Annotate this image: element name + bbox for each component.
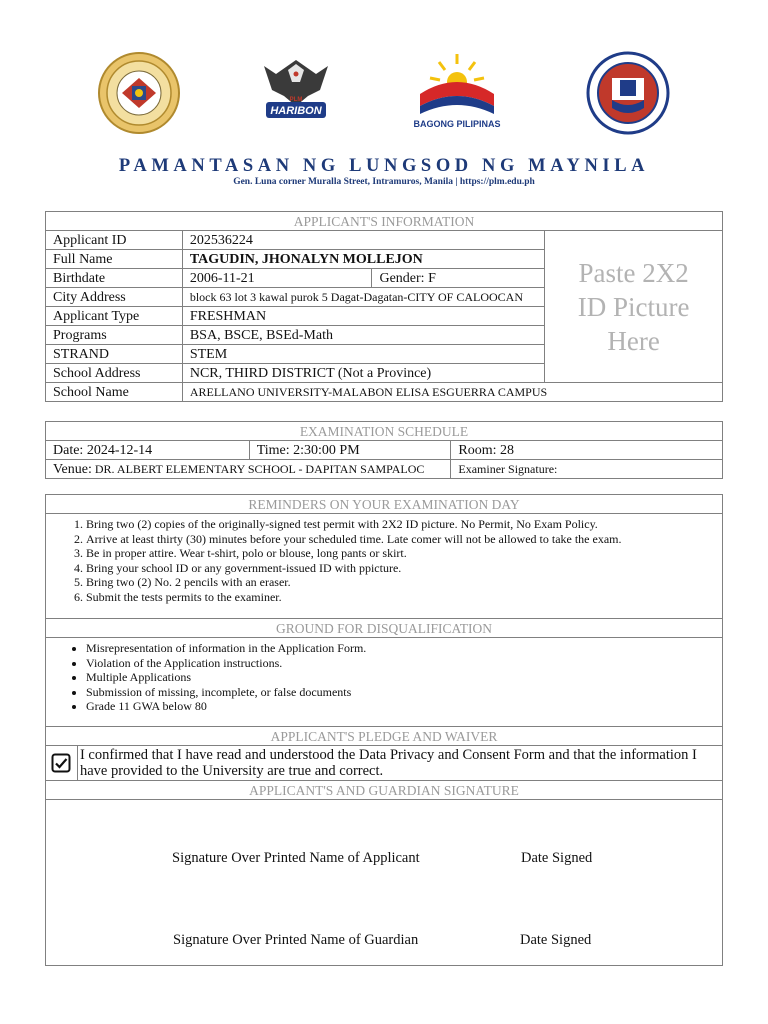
- haribon-text: HARIBON: [270, 105, 322, 117]
- photo-line-2: ID Picture: [577, 291, 690, 322]
- plm-seal-logo: [96, 50, 182, 136]
- plm-haribon-logo: [258, 56, 334, 124]
- reminder-item: 6. Submit the tests permits to the examiner.: [86, 590, 722, 605]
- disqualification-item: • Submission of missing, incomplete, or false documents: [86, 685, 722, 700]
- disqualification-item: • Violation of the Application instructions.: [86, 656, 722, 671]
- exam-schedule-heading: EXAMINATION SCHEDULE: [46, 422, 723, 441]
- exam-time-label: Time:: [256, 442, 290, 458]
- photo-placeholder: [545, 231, 723, 383]
- applicant-type-value: FRESHMAN: [182, 307, 544, 326]
- venue-cell: [46, 460, 451, 479]
- disqualification-item: • Misrepresentation of information in the Application Form.: [86, 641, 722, 656]
- guardian-date-signed-label: Date Signed: [520, 932, 592, 948]
- disqualification-heading: GROUND FOR DISQUALIFICATION: [46, 619, 723, 638]
- exam-reminders-table: [45, 494, 723, 966]
- reminder-item: 4. Bring your school ID or any government-issued ID with ppicture.: [86, 561, 722, 576]
- applicant-id-value: 202536224: [182, 231, 544, 250]
- exam-date-label: Date:: [53, 442, 84, 458]
- venue-value: DR. ALBERT ELEMENTARY SCHOOL - DAPITAN SAMPALOC: [94, 461, 425, 476]
- reminder-item: 5. Bring two (2) No. 2 pencils with an eraser.: [86, 575, 722, 590]
- applicant-type-label: Applicant Type: [46, 307, 183, 326]
- disqualification-list-cell: [46, 638, 723, 727]
- birthdate-value: 2006-11-21: [182, 269, 372, 288]
- applicant-signature-label: Signature Over Printed Name of Applicant: [172, 850, 420, 866]
- full-name-value: TAGUDIN, JHONALYN MOLLEJON: [182, 250, 544, 269]
- school-address-value: NCR, THIRD DISTRICT (Not a Province): [182, 364, 544, 383]
- reminder-item: 2. Arrive at least thirty (30) minutes before your scheduled time. Late comer will not be allowed to take the exam.: [86, 532, 722, 547]
- reminders-list-cell: [46, 514, 723, 619]
- school-name-label: School Name: [46, 383, 183, 402]
- disqualification-list: [46, 641, 722, 714]
- exam-room-label: Room:: [458, 442, 497, 458]
- gender-cell: [372, 269, 545, 288]
- logo-row: [0, 44, 768, 144]
- birthdate-label: Birthdate: [46, 269, 183, 288]
- bagong-pilipinas-logo: [402, 50, 512, 130]
- guardian-signature-label: Signature Over Printed Name of Guardian: [173, 932, 419, 948]
- exam-room-cell: [451, 441, 723, 460]
- exam-room-value: 28: [500, 442, 515, 458]
- full-name-label: Full Name: [46, 250, 183, 269]
- disqualification-item: • Grade 11 GWA below 80: [86, 699, 722, 714]
- exam-date-cell: [46, 441, 250, 460]
- applicant-date-signed-label: Date Signed: [521, 850, 593, 866]
- signature-heading: APPLICANT'S AND GUARDIAN SIGNATURE: [46, 781, 723, 800]
- programs-value: BSA, BSCE, BSEd-Math: [182, 326, 544, 345]
- strand-value: STEM: [182, 345, 544, 364]
- reminder-item: 1. Bring two (2) copies of the originally-signed test permit with 2X2 ID picture. No Permit, No Exam Policy.: [86, 517, 722, 532]
- reminders-list: [46, 517, 722, 605]
- university-name: PAMANTASAN NG LUNGSOD NG MAYNILA: [118, 156, 650, 176]
- gender-value: F: [428, 270, 436, 286]
- bagong-pilipinas-text: BAGONG PILIPINAS: [413, 119, 501, 129]
- exam-schedule-table: [45, 421, 723, 479]
- school-name-value: ARELLANO UNIVERSITY-MALABON ELISA ESGUERRA CAMPUS: [182, 383, 722, 402]
- gender-label: Gender:: [379, 270, 425, 286]
- strand-label: STRAND: [46, 345, 183, 364]
- disqualification-item: • Multiple Applications: [86, 670, 722, 685]
- reminder-item: 3. Be in proper attire. Wear t-shirt, polo or blouse, long pants or skirt.: [86, 546, 722, 561]
- haribon-small-text: PLM: [289, 97, 303, 103]
- applicant-id-label: Applicant ID: [46, 231, 183, 250]
- pledge-text: I confirmed that I have read and understood the Data Privacy and Consent Form and that the information I have provided to the University are true and correct.: [77, 746, 722, 781]
- reminders-heading: REMINDERS ON YOUR EXAMINATION DAY: [46, 495, 723, 514]
- city-address-value: block 63 lot 3 kawal purok 5 Dagat-Dagatan-CITY OF CALOOCAN: [182, 288, 544, 307]
- applicant-info-table: [45, 211, 723, 402]
- university-address: Gen. Luna corner Muralla Street, Intramuros, Manila | https://plm.edu.ph: [233, 177, 535, 187]
- exam-date-value: 2024-12-14: [86, 442, 153, 458]
- photo-line-3: Here: [607, 325, 660, 356]
- venue-label: Venue:: [53, 461, 92, 477]
- examiner-signature-cell: Examiner Signature:: [451, 460, 723, 479]
- school-address-label: School Address: [46, 364, 183, 383]
- pledge-heading: APPLICANT'S PLEDGE AND WAIVER: [46, 727, 723, 746]
- lungsod-ng-maynila-seal-logo: [584, 50, 672, 136]
- city-address-label: City Address: [46, 288, 183, 307]
- pledge-checkbox[interactable]: [51, 753, 71, 773]
- programs-label: Programs: [46, 326, 183, 345]
- photo-line-1: Paste 2X2: [578, 257, 689, 288]
- signature-area: [46, 800, 723, 966]
- applicant-info-heading: APPLICANT'S INFORMATION: [46, 212, 723, 231]
- exam-time-value: 2:30:00 PM: [293, 442, 360, 458]
- exam-time-cell: [249, 441, 451, 460]
- pledge-checkbox-cell: [46, 746, 78, 781]
